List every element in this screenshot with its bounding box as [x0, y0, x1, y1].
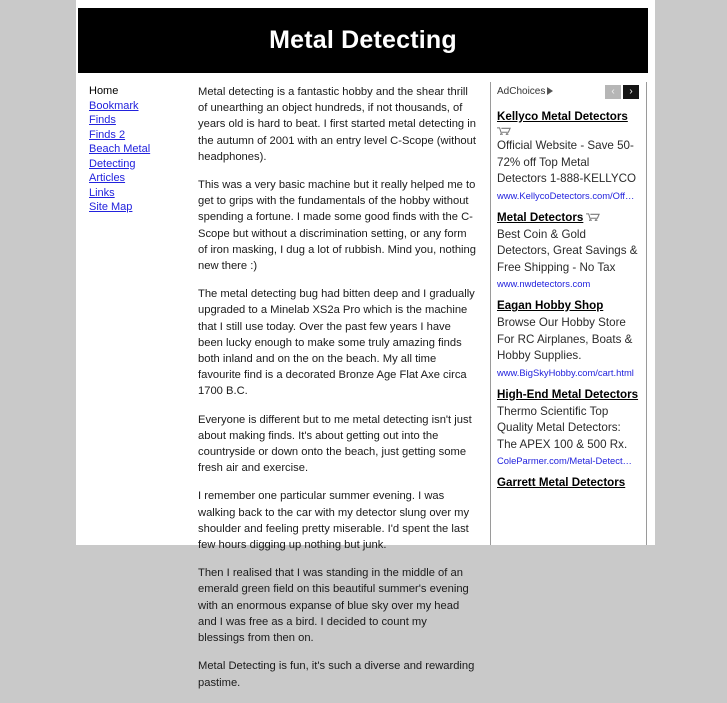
shopping-cart-icon	[497, 126, 511, 135]
ad-item	[497, 208, 640, 291]
article-paragraph: I remember one particular summer evening. I was walking back to the car with my detector slung over my shoulder and feeling pretty miserable. I'd spent the last few hours digging up nothing but junk.	[198, 490, 470, 552]
article-paragraph: Then I realised that I was standing in the middle of an emerald green field on this beautiful summer's evening with an enormous expanse of blue sky over my head and I was free as a bird. I decided to count my blessings from then on.	[198, 567, 469, 645]
ad-description: Best Coin & Gold Detectors, Great Savings & Free Shipping - No Tax	[497, 227, 638, 274]
page-title: Metal Detecting	[269, 26, 457, 54]
ad-next-arrow-icon[interactable]: ›	[623, 85, 639, 99]
page-container	[76, 0, 655, 689]
ad-url-link[interactable]: ColeParmer.com/Metal-Detect…	[497, 455, 632, 466]
ad-url-link[interactable]: www.BigSkyHobby.com/cart.html	[497, 366, 634, 378]
ad-url-link[interactable]: www.nwdetectors.com	[497, 278, 591, 289]
article-paragraph: Metal Detecting is fun, it's such a diverse and rewarding pastime.	[198, 660, 475, 689]
ad-prev-arrow-icon[interactable]: ‹	[605, 85, 621, 99]
article-body	[198, 84, 476, 703]
ad-title-line	[497, 385, 640, 403]
shopping-cart-icon	[586, 212, 600, 221]
ad-description: Browse Our Hobby Store For RC Airplanes, Boats & Hobby Supplies.	[497, 316, 633, 362]
ad-title-line	[497, 208, 640, 226]
content-columns	[76, 79, 655, 689]
ad-title-line	[497, 107, 640, 125]
sidebar-item-articles[interactable]: Articles	[89, 172, 126, 184]
sidebar-item-links[interactable]: Links	[89, 186, 115, 199]
ad-list	[497, 107, 640, 491]
sidebar-item-finds[interactable]: Finds	[89, 114, 116, 126]
adchoices-text: AdChoices	[497, 86, 546, 97]
adchoices-triangle-icon	[547, 87, 553, 95]
article-paragraph: The metal detecting bug had bitten deep and I gradually upgraded to a Minelab XS2a Pro which is the machine that I still use today. Over the past few years I have been lucky enough to make some truly amazing finds both inland and on the on the beach. My all time favourite find is a decorated Bronze Age Flat Axe circa 1700 B.C.	[198, 288, 475, 398]
ad-url-link[interactable]: www.KellycoDetectors.com/Off…	[497, 189, 635, 201]
site-banner	[78, 8, 648, 73]
article-paragraph: Metal detecting is a fantastic hobby and the shear thrill of unearthing an object hundreds, if not thousands, of years old is hard to beat. I first started metal detecting in the autumn of 2001 with an entry level C-Scope (without headphones).	[198, 86, 476, 163]
ad-title-link[interactable]: Eagan Hobby Shop	[497, 299, 604, 312]
ad-title-link[interactable]: Kellyco Metal Detectors	[497, 110, 628, 123]
sidebar-item-site-map[interactable]: Site Map	[89, 201, 133, 213]
sidebar-navigation	[89, 84, 189, 215]
ad-title-link[interactable]: Garrett Metal Detectors	[497, 476, 626, 489]
ad-item	[497, 107, 640, 202]
ad-title-line	[497, 296, 640, 314]
ad-header	[497, 85, 640, 101]
article-paragraph: Everyone is different but to me metal detecting isn't just about making finds. It's about getting out into the countryside or down onto the beach, just getting some fresh air and exercise.	[198, 413, 472, 475]
ad-sidebar	[490, 82, 647, 545]
sidebar-item-bookmark[interactable]: Bookmark	[89, 99, 139, 112]
article-paragraph: This was a very basic machine but it really helped me to get to grips with the fundamentals of the hobby without spending a fortune. I made some good finds with the C-Scope but without a discrimination setting, or any form of iron masking, I dug a lot of rubbish. Mind you, nothing new there :)	[198, 179, 476, 273]
ad-item	[497, 296, 640, 379]
sidebar-item-finds-2[interactable]: Finds 2	[89, 128, 126, 141]
ad-item	[497, 473, 640, 491]
ad-item	[497, 385, 640, 468]
ad-description: Official Website - Save 50-72% off Top Metal Detectors 1-888-KELLYCO	[497, 139, 636, 185]
ad-title-link[interactable]: Metal Detectors	[497, 210, 584, 224]
adchoices-label[interactable]	[497, 86, 553, 97]
sidebar-item-beach-metal-detecting[interactable]: Beach Metal Detecting	[89, 143, 151, 170]
ad-cart-row	[497, 125, 640, 137]
ad-description: Thermo Scientific Top Quality Metal Detectors: The APEX 100 & 500 Rx.	[497, 404, 628, 451]
ad-title-link[interactable]: High-End Metal Detectors	[497, 387, 639, 401]
ad-title-line	[497, 473, 640, 491]
sidebar-item-home: Home	[89, 85, 119, 97]
